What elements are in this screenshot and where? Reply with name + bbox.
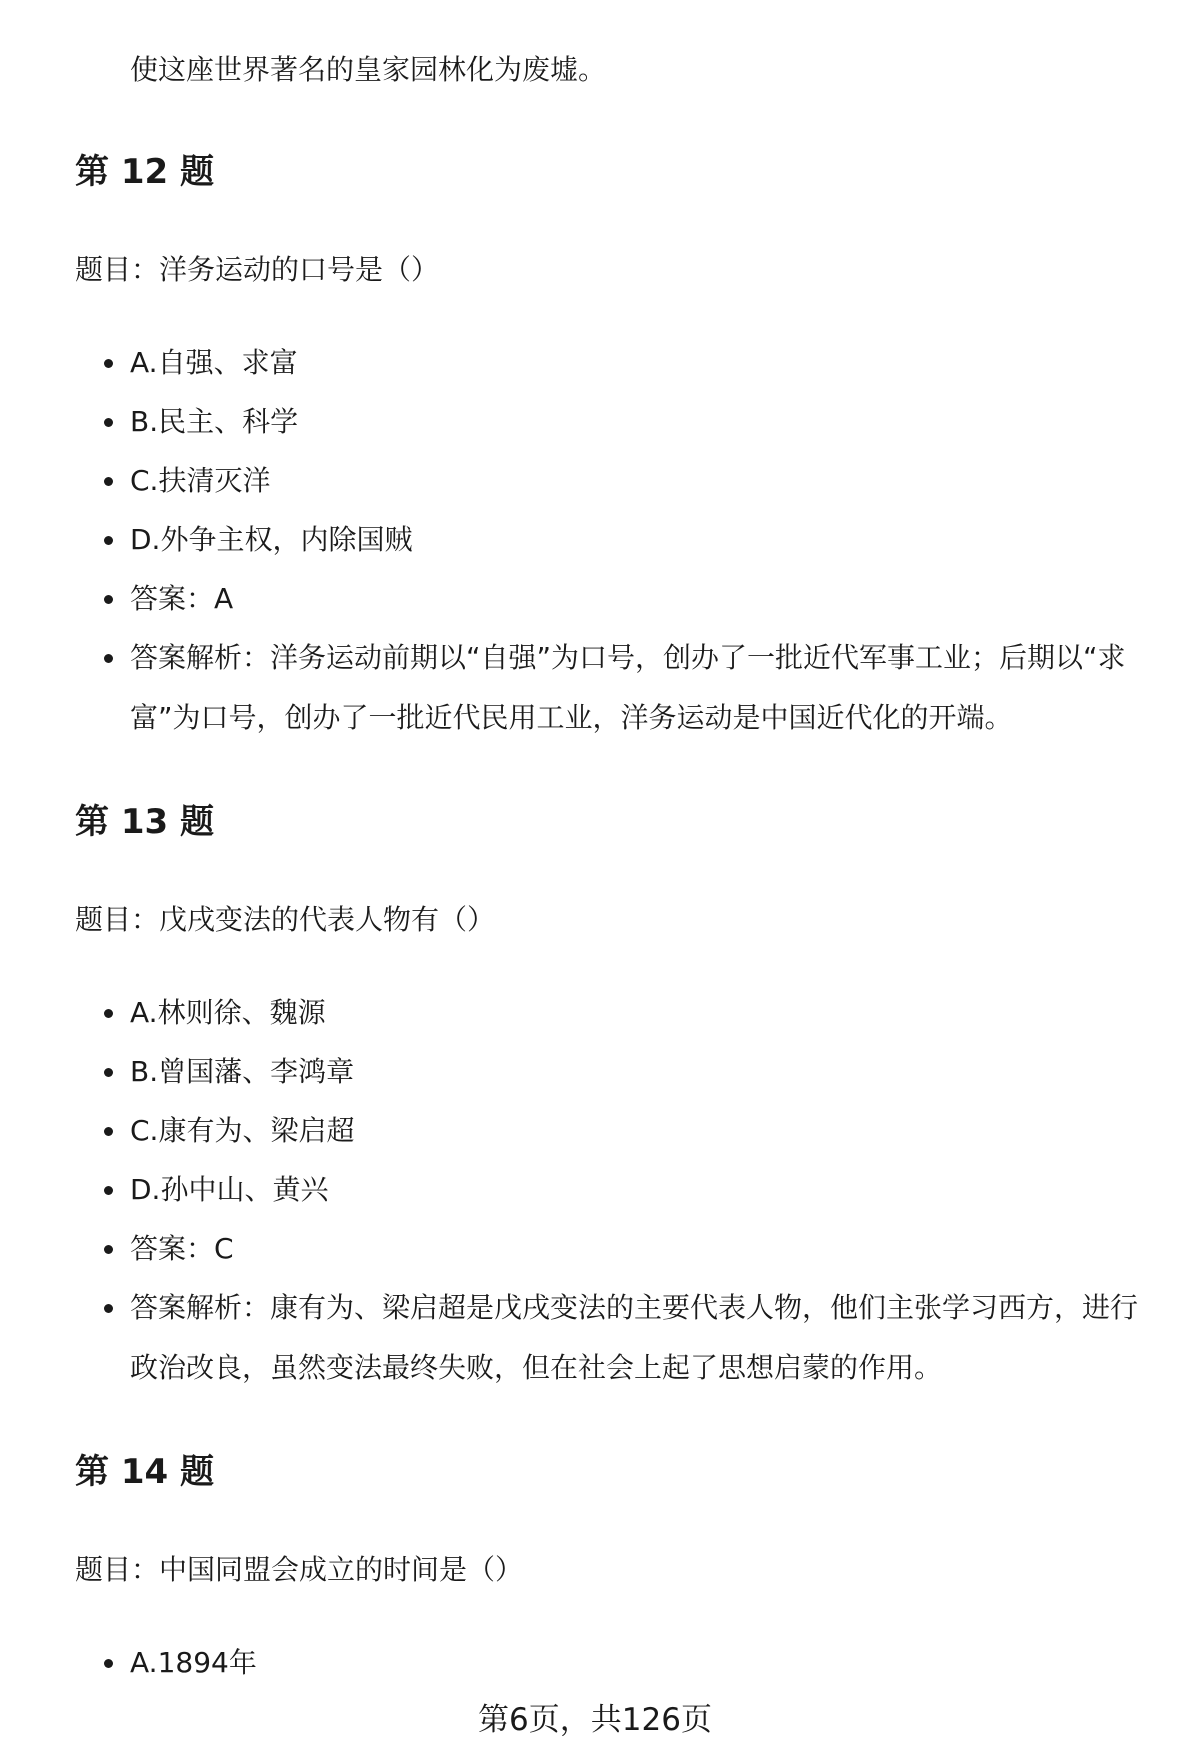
option-item: A.林则徐、魏源	[0, 983, 1140, 1042]
page-footer: 第6页，共126页	[478, 1702, 712, 1738]
option-item: D.孙中山、黄兴	[0, 1160, 1140, 1219]
analysis-item: 答案解析：洋务运动前期以“自强”为口号，创办了一批近代军事工业；后期以“求富”为口号，创办了一批近代民用工业，洋务运动是中国近代化的开端。	[0, 628, 1140, 748]
option-list	[0, 983, 1190, 1398]
bullet-icon	[104, 359, 113, 368]
option-item: D.外争主权，内除国贼	[0, 510, 1140, 569]
bullet-icon	[104, 536, 113, 545]
bullet-icon	[104, 1009, 113, 1018]
answer-item: 答案：C	[0, 1219, 1140, 1278]
option-item: B.曾国藩、李鸿章	[0, 1042, 1140, 1101]
bullet-icon	[104, 1068, 113, 1077]
question-stem: 题目：戊戌变法的代表人物有（）	[75, 903, 496, 936]
bullet-icon	[104, 477, 113, 486]
bullet-icon	[104, 1304, 113, 1313]
bullet-icon	[104, 1127, 113, 1136]
bullet-icon	[104, 1659, 113, 1668]
bullet-icon	[104, 1245, 113, 1254]
option-item: C.扶清灭洋	[0, 451, 1140, 510]
question-heading: 第 12 题	[75, 152, 214, 192]
answer-item: 答案：A	[0, 569, 1140, 628]
option-item: B.民主、科学	[0, 392, 1140, 451]
option-list	[0, 1633, 1190, 1692]
analysis-item: 答案解析：康有为、梁启超是戊戌变法的主要代表人物，他们主张学习西方，进行政治改良，虽然变法最终失败，但在社会上起了思想启蒙的作用。	[0, 1278, 1140, 1398]
question-heading: 第 13 题	[75, 802, 214, 842]
question-heading: 第 14 题	[75, 1452, 214, 1492]
option-item: A.1894年	[0, 1633, 1140, 1692]
option-list	[0, 333, 1190, 748]
question-stem: 题目：中国同盟会成立的时间是（）	[75, 1553, 524, 1586]
bullet-icon	[104, 654, 113, 663]
bullet-icon	[104, 1186, 113, 1195]
bullet-icon	[104, 595, 113, 604]
question-stem: 题目：洋务运动的口号是（）	[75, 253, 440, 286]
bullet-icon	[104, 418, 113, 427]
continuation-text: 使这座世界著名的皇家园林化为废墟。	[130, 53, 607, 86]
option-item: C.康有为、梁启超	[0, 1101, 1140, 1160]
option-item: A.自强、求富	[0, 333, 1140, 392]
